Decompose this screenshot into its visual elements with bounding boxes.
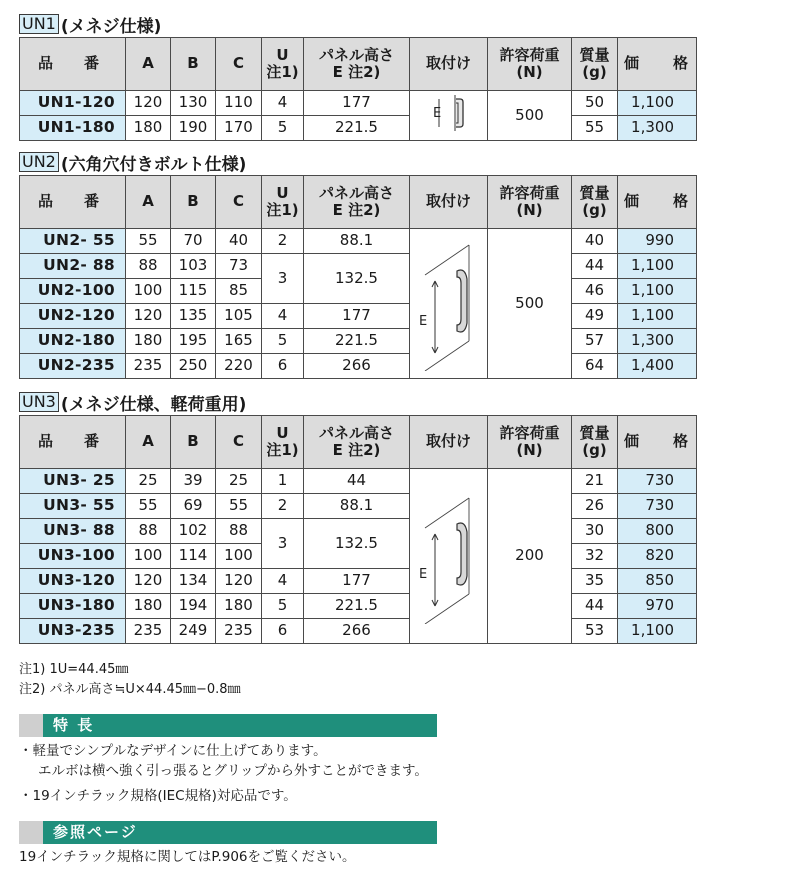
header-part-number: 品 番 xyxy=(20,38,126,91)
dim-c: 120 xyxy=(216,569,262,594)
header-load: 許容荷重 (N) xyxy=(488,38,572,91)
reference-heading: 参照ページ xyxy=(53,823,138,841)
section-title-un1 xyxy=(19,13,161,35)
dim-u: 4 xyxy=(262,304,304,329)
price: 800 xyxy=(618,519,697,544)
allowable-load: 200 xyxy=(488,469,572,644)
dim-b: 103 xyxy=(171,254,216,279)
header-price: 価 格 xyxy=(618,38,697,91)
features-heading: 特 長 xyxy=(53,716,95,734)
panel-height: 221.5 xyxy=(304,594,410,619)
price: 730 xyxy=(618,494,697,519)
header-panel-height: パネル高さ E 注2) xyxy=(304,176,410,229)
mass: 35 xyxy=(572,569,618,594)
table-header xyxy=(20,38,697,91)
dim-c: 85 xyxy=(216,279,262,304)
mass: 32 xyxy=(572,544,618,569)
panel-height: 88.1 xyxy=(304,494,410,519)
dim-a: 235 xyxy=(126,354,171,379)
dim-b: 195 xyxy=(171,329,216,354)
footnote-1: 注1) 1U=44.45㎜ xyxy=(19,662,129,677)
feature-item-2: ・19インチラック規格(IEC規格)対応品です。 xyxy=(19,788,297,804)
part-number: UN2- 55 xyxy=(20,229,126,254)
dim-u: 3 xyxy=(262,254,304,304)
dim-b: 115 xyxy=(171,279,216,304)
dim-a: 180 xyxy=(126,329,171,354)
panel-height: 177 xyxy=(304,304,410,329)
mass: 64 xyxy=(572,354,618,379)
header-price: 価 格 xyxy=(618,416,697,469)
panel-height: 266 xyxy=(304,619,410,644)
dim-b: 249 xyxy=(171,619,216,644)
handle-mount-icon xyxy=(419,91,479,135)
dim-b: 39 xyxy=(171,469,216,494)
dim-b: 70 xyxy=(171,229,216,254)
header-u: U 注1) xyxy=(262,38,304,91)
header-a: A xyxy=(126,176,171,229)
dim-a: 88 xyxy=(126,519,171,544)
series-code: UN3 xyxy=(19,392,59,412)
header-load: 許容荷重 (N) xyxy=(488,416,572,469)
header-b: B xyxy=(171,416,216,469)
reference-heading-band xyxy=(19,821,437,844)
dim-u: 5 xyxy=(262,329,304,354)
part-number: UN3-100 xyxy=(20,544,126,569)
series-code: UN1 xyxy=(19,14,59,34)
header-b: B xyxy=(171,176,216,229)
dim-b: 69 xyxy=(171,494,216,519)
table-row xyxy=(20,569,697,594)
dim-a: 88 xyxy=(126,254,171,279)
dim-c: 170 xyxy=(216,116,262,141)
mass: 49 xyxy=(572,304,618,329)
header-b: B xyxy=(171,38,216,91)
price: 1,300 xyxy=(618,116,697,141)
dim-a: 25 xyxy=(126,469,171,494)
dim-u: 1 xyxy=(262,469,304,494)
dim-c: 105 xyxy=(216,304,262,329)
dim-a: 55 xyxy=(126,229,171,254)
header-mounting: 取付け xyxy=(410,416,488,469)
panel-height: 221.5 xyxy=(304,329,410,354)
features-heading-band xyxy=(19,714,437,737)
dim-b: 194 xyxy=(171,594,216,619)
header-c: C xyxy=(216,38,262,91)
table-row xyxy=(20,594,697,619)
panel-height: 88.1 xyxy=(304,229,410,254)
dim-a: 235 xyxy=(126,619,171,644)
mass: 40 xyxy=(572,229,618,254)
part-number: UN2- 88 xyxy=(20,254,126,279)
part-number: UN3-180 xyxy=(20,594,126,619)
dim-u: 2 xyxy=(262,229,304,254)
price: 970 xyxy=(618,594,697,619)
svg-text:E: E xyxy=(418,566,427,582)
price: 1,300 xyxy=(618,329,697,354)
price: 820 xyxy=(618,544,697,569)
part-number: UN3-120 xyxy=(20,569,126,594)
mounting-diagram xyxy=(410,469,488,644)
mass: 57 xyxy=(572,329,618,354)
header-mass: 質量 (g) xyxy=(572,176,618,229)
table-row xyxy=(20,229,697,254)
dim-u: 2 xyxy=(262,494,304,519)
part-number: UN2-235 xyxy=(20,354,126,379)
header-mass: 質量 (g) xyxy=(572,38,618,91)
dim-u: 4 xyxy=(262,569,304,594)
dim-b: 250 xyxy=(171,354,216,379)
dim-u: 6 xyxy=(262,619,304,644)
dim-b: 114 xyxy=(171,544,216,569)
series-code: UN2 xyxy=(19,152,59,172)
price: 1,100 xyxy=(618,279,697,304)
table-row xyxy=(20,494,697,519)
dim-c: 180 xyxy=(216,594,262,619)
panel-height: 132.5 xyxy=(304,254,410,304)
part-number: UN3-235 xyxy=(20,619,126,644)
mass: 26 xyxy=(572,494,618,519)
dim-c: 220 xyxy=(216,354,262,379)
header-part-number: 品 番 xyxy=(20,416,126,469)
dim-b: 190 xyxy=(171,116,216,141)
spec-table-un1 xyxy=(19,37,697,141)
header-u: U 注1) xyxy=(262,416,304,469)
reference-text: 19インチラック規格に関してはP.906をご覧ください。 xyxy=(19,849,356,865)
price: 850 xyxy=(618,569,697,594)
table-header xyxy=(20,416,697,469)
dim-c: 165 xyxy=(216,329,262,354)
dim-a: 120 xyxy=(126,304,171,329)
part-number: UN1-120 xyxy=(20,91,126,116)
part-number: UN2-120 xyxy=(20,304,126,329)
header-load: 許容荷重 (N) xyxy=(488,176,572,229)
dim-a: 180 xyxy=(126,594,171,619)
handle-mount-icon xyxy=(411,231,487,371)
price: 1,100 xyxy=(618,304,697,329)
spec-table-un2 xyxy=(19,175,697,379)
table-row xyxy=(20,91,697,116)
dim-c: 100 xyxy=(216,544,262,569)
part-number: UN1-180 xyxy=(20,116,126,141)
part-number: UN3- 55 xyxy=(20,494,126,519)
price: 990 xyxy=(618,229,697,254)
dim-c: 40 xyxy=(216,229,262,254)
dim-a: 180 xyxy=(126,116,171,141)
price: 1,400 xyxy=(618,354,697,379)
dim-b: 135 xyxy=(171,304,216,329)
header-u: U 注1) xyxy=(262,176,304,229)
mass: 21 xyxy=(572,469,618,494)
feature-item-1: ・軽量でシンプルなデザインに仕上げてあります。 xyxy=(19,743,327,759)
panel-height: 177 xyxy=(304,91,410,116)
part-number: UN3- 88 xyxy=(20,519,126,544)
header-mass: 質量 (g) xyxy=(572,416,618,469)
price: 730 xyxy=(618,469,697,494)
price: 1,100 xyxy=(618,619,697,644)
header-mounting: 取付け xyxy=(410,38,488,91)
header-panel-height: パネル高さ E 注2) xyxy=(304,38,410,91)
header-mounting: 取付け xyxy=(410,176,488,229)
feature-item-1-cont: エルボは横へ強く引っ張るとグリップから外すことができます。 xyxy=(38,763,428,779)
panel-height: 177 xyxy=(304,569,410,594)
mass: 53 xyxy=(572,619,618,644)
panel-height: 132.5 xyxy=(304,519,410,569)
mass: 55 xyxy=(572,116,618,141)
table-row xyxy=(20,519,697,544)
header-a: A xyxy=(126,416,171,469)
dim-c: 73 xyxy=(216,254,262,279)
mass: 44 xyxy=(572,594,618,619)
price: 1,100 xyxy=(618,91,697,116)
allowable-load: 500 xyxy=(488,91,572,141)
mounting-diagram xyxy=(410,229,488,379)
section-title-un3 xyxy=(19,391,246,413)
panel-height: 266 xyxy=(304,354,410,379)
spec-table-un3 xyxy=(19,415,697,644)
series-description: (メネジ仕様) xyxy=(60,16,162,37)
header-a: A xyxy=(126,38,171,91)
dim-c: 110 xyxy=(216,91,262,116)
dim-c: 55 xyxy=(216,494,262,519)
dim-c: 235 xyxy=(216,619,262,644)
table-row xyxy=(20,116,697,141)
series-description: (六角穴付きボルト仕様) xyxy=(60,154,247,175)
footnote-2: 注2) パネル高さ≒U×44.45㎜−0.8㎜ xyxy=(19,682,241,697)
dim-u: 5 xyxy=(262,594,304,619)
dim-b: 130 xyxy=(171,91,216,116)
dim-a: 120 xyxy=(126,569,171,594)
allowable-load: 500 xyxy=(488,229,572,379)
table-row xyxy=(20,619,697,644)
dim-b: 134 xyxy=(171,569,216,594)
table-row xyxy=(20,469,697,494)
header-panel-height: パネル高さ E 注2) xyxy=(304,416,410,469)
dim-u: 5 xyxy=(262,116,304,141)
table-header xyxy=(20,176,697,229)
part-number: UN2-180 xyxy=(20,329,126,354)
mass: 50 xyxy=(572,91,618,116)
panel-height: 221.5 xyxy=(304,116,410,141)
dim-a: 100 xyxy=(126,279,171,304)
mounting-diagram xyxy=(410,91,488,141)
mass: 44 xyxy=(572,254,618,279)
dim-c: 25 xyxy=(216,469,262,494)
series-description: (メネジ仕様、軽荷重用) xyxy=(60,394,247,415)
part-number: UN2-100 xyxy=(20,279,126,304)
dim-u: 3 xyxy=(262,519,304,569)
dim-c: 88 xyxy=(216,519,262,544)
section-title-un2 xyxy=(19,151,246,173)
dim-u: 4 xyxy=(262,91,304,116)
header-c: C xyxy=(216,176,262,229)
mass: 30 xyxy=(572,519,618,544)
table-row xyxy=(20,254,697,279)
header-price: 価 格 xyxy=(618,176,697,229)
handle-mount-icon xyxy=(411,484,487,624)
dim-a: 120 xyxy=(126,91,171,116)
mass: 46 xyxy=(572,279,618,304)
dim-a: 55 xyxy=(126,494,171,519)
dim-u: 6 xyxy=(262,354,304,379)
header-part-number: 品 番 xyxy=(20,176,126,229)
dim-b: 102 xyxy=(171,519,216,544)
table-row xyxy=(20,304,697,329)
dim-a: 100 xyxy=(126,544,171,569)
svg-text:E: E xyxy=(418,314,427,330)
price: 1,100 xyxy=(618,254,697,279)
part-number: UN3- 25 xyxy=(20,469,126,494)
table-row xyxy=(20,329,697,354)
table-row xyxy=(20,354,697,379)
panel-height: 44 xyxy=(304,469,410,494)
header-c: C xyxy=(216,416,262,469)
svg-text:E: E xyxy=(432,106,441,122)
